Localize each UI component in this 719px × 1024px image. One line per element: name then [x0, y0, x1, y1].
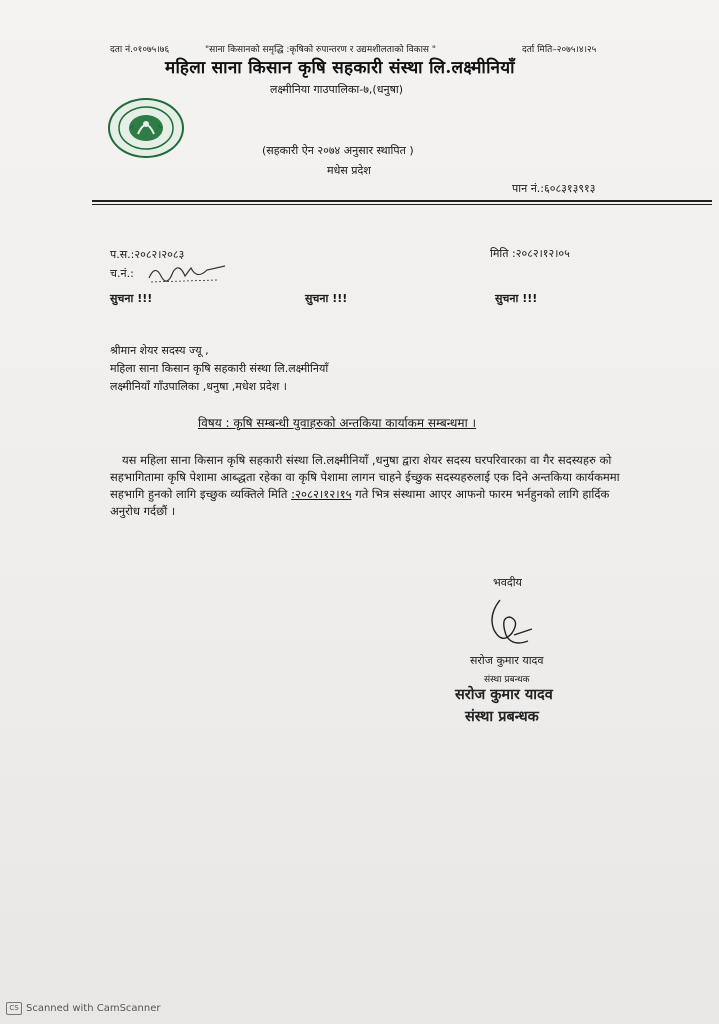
scanner-watermark-text: Scanned with CamScanner	[26, 1003, 161, 1014]
registration-date: दर्ता मिति–२०७५।४।२५	[522, 45, 597, 55]
letter-subject: विषय : कृषि सम्बन्धी युवाहरुको अन्तकिया कार्याकम सम्बन्धमा ।	[198, 416, 477, 430]
signatory-title: संस्था प्रबन्धक	[484, 675, 530, 685]
header-divider	[92, 200, 712, 202]
organization-name: महिला साना किसान कृषि सहकारी संस्था लि.लक्ष्मीनियाँ	[165, 58, 515, 78]
wheat-emblem-icon	[116, 104, 176, 152]
closing-salutation: भवदीय	[493, 576, 522, 589]
pan-number: पान नं.:६०८३१३९१३	[512, 182, 596, 195]
camscanner-icon: CS	[6, 1002, 22, 1015]
province: मधेस प्रदेश	[327, 164, 371, 177]
dispatch-number: च.नं.:	[110, 267, 134, 280]
notice-heading-center: सुचना !!!	[305, 292, 348, 305]
signatory-name: सरोज कुमार यादव	[470, 654, 544, 667]
stamp-title: संस्था प्रबन्धक	[465, 708, 539, 725]
handwritten-dispatch-signature	[145, 258, 230, 286]
header-divider-thin	[92, 204, 712, 205]
recipient-address: लक्ष्मीनियाँ गाँउपालिका ,धनुषा ,मधेश प्रदेश ।	[110, 380, 287, 393]
letter-body	[110, 452, 630, 520]
notice-heading-left: सुचना !!!	[110, 292, 153, 305]
scanner-watermark	[6, 1002, 161, 1015]
slogan: "साना किसानको समृद्धि :कृषिको रुपान्तरण र उद्यमशीलताको विकास "	[205, 45, 437, 55]
stamp-name: सरोज कुमार यादव	[455, 686, 553, 703]
letter-date: मिति :२०८२।१२।०५	[490, 247, 570, 260]
body-deadline-date: :२०८२।१२।१५	[291, 487, 352, 501]
notice-heading-right: सुचना !!!	[495, 292, 538, 305]
organization-address: लक्ष्मीनिया गाउपालिका-७,(धनुषा)	[270, 83, 404, 96]
organization-logo	[108, 98, 184, 158]
reference-number: प.स.:२०८२।२०८३	[110, 248, 185, 261]
recipient-salutation: श्रीमान शेयर सदस्य ज्यू ,	[110, 344, 209, 357]
body-text-part1: यस महिला साना किसान कृषि सहकारी संस्था लि.लक्ष्मीनियाँ ,धनुषा द्वारा शेयर सदस्य घरपरिवारका वा गैर सदस्यहरु को सहभागितामा कृषि पेशामा आब्द्धता रहेका वा कृषि पेशामा लागन चाहने ईच्छुक सदस्यहरुलाई एक दिने अन्तकिया कार्यकममा सहभागि हुनको लागि इच्छुक व्यक्तिले मिति	[110, 453, 620, 501]
registration-number: दता नं.०१०७५।७६	[110, 45, 170, 55]
recipient-organization: महिला साना किसान कृषि सहकारी संस्था लि.लक्ष्मीनियाँ	[110, 362, 329, 375]
establishment-act: (सहकारी ऐन २०७४ अनुसार स्थापित )	[262, 144, 414, 157]
handwritten-signature	[480, 595, 540, 650]
body-text-part2: गते भित्र संस्थामा आएर आफनो फारम भर्नहुनको लागि हार्दिक अनुरोध गर्दछौं ।	[110, 487, 610, 518]
